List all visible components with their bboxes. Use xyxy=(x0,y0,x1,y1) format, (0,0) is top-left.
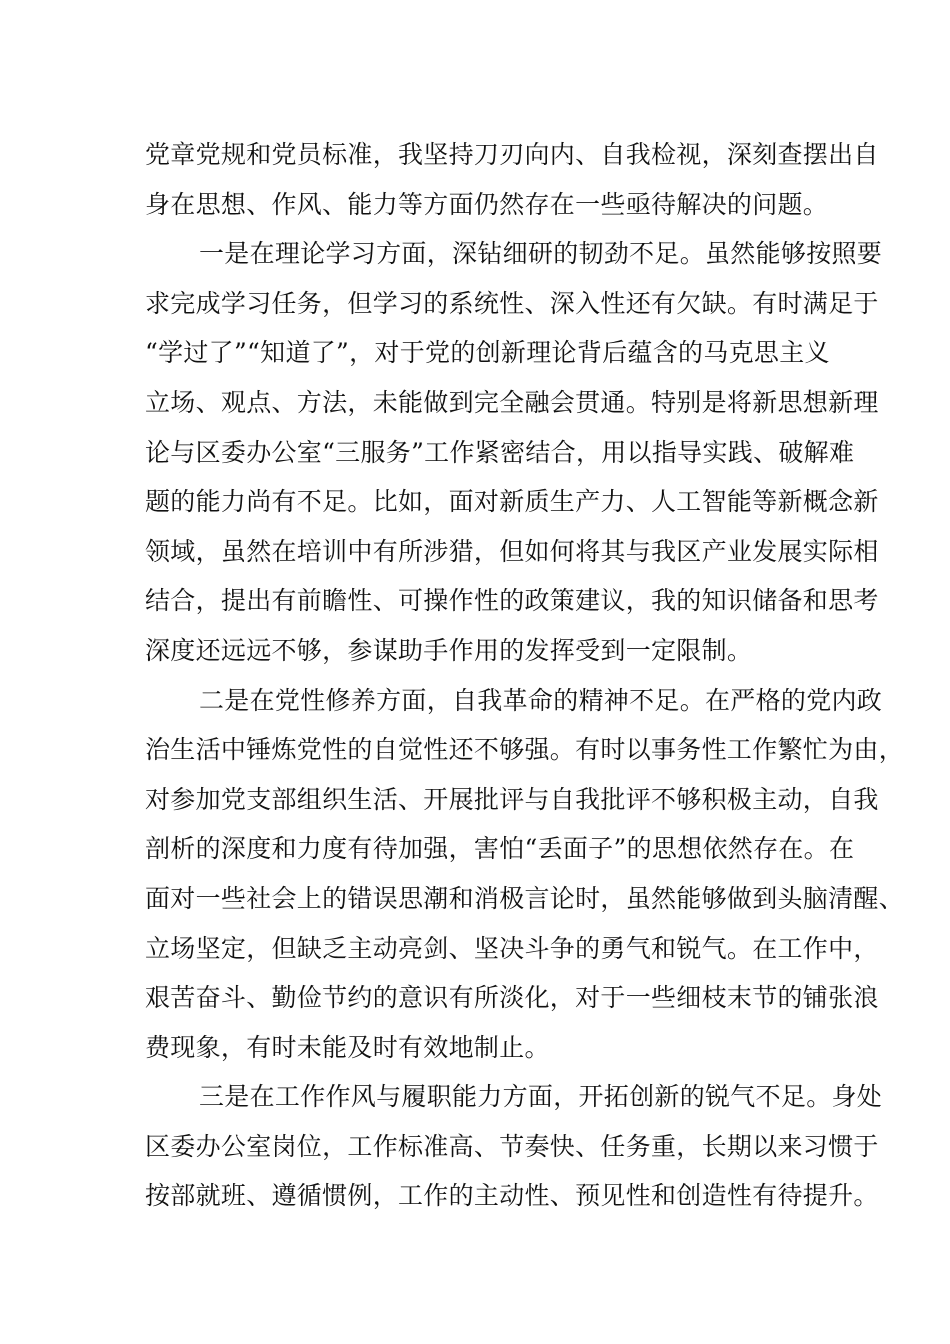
paragraph-1-first-line: 一是在理论学习方面，深钻细研的韧劲不足。虽然能够按照要 xyxy=(199,239,883,269)
text-line: 题的能力尚有不足。比如，面对新质生产力、人工智能等新概念新 xyxy=(145,487,879,517)
text-line: 身在思想、作风、能力等方面仍然存在一些亟待解决的问题。 xyxy=(145,189,829,219)
text-line: 党章党规和党员标准，我坚持刀刃向内、自我检视，深刻查摆出自 xyxy=(145,140,879,169)
text-line: 领域，虽然在培训中有所涉猎，但如何将其与我区产业发展实际相 xyxy=(145,536,879,566)
text-line: 对参加党支部组织生活、开展批评与自我批评不够积极主动，自我 xyxy=(145,784,879,814)
text-line: 求完成学习任务，但学习的系统性、深入性还有欠缺。有时满足于 xyxy=(145,288,879,318)
body-text xyxy=(145,130,905,1221)
paragraph-3-first-line: 三是在工作作风与履职能力方面，开拓创新的锐气不足。身处 xyxy=(199,1082,883,1112)
paragraph-2-first-line: 二是在党性修养方面，自我革命的精神不足。在严格的党内政 xyxy=(199,685,883,715)
text-line: 费现象，有时未能及时有效地制止。 xyxy=(145,1032,550,1062)
text-line: 深度还远远不够，参谋助手作用的发挥受到一定限制。 xyxy=(145,635,753,665)
text-line: 论与区委办公室“三服务”工作紧密结合，用以指导实践、破解难 xyxy=(145,437,855,467)
text-line: 立场、观点、方法，未能做到完全融会贯通。特别是将新思想新理 xyxy=(145,387,879,417)
text-line: 艰苦奋斗、勤俭节约的意识有所淡化，对于一些细枝末节的铺张浪 xyxy=(145,983,879,1013)
text-line: “学过了”“知道了”，对于党的创新理论背后蕴含的马克思主义 xyxy=(145,338,830,368)
text-line: 按部就班、遵循惯例，工作的主动性、预见性和创造性有待提升。 xyxy=(145,1181,879,1211)
text-line: 区委办公室岗位，工作标准高、节奏快、任务重，长期以来习惯于 xyxy=(145,1131,879,1161)
text-line: 剖析的深度和力度有待加强，害怕“丢面子”的思想依然存在。在 xyxy=(145,834,855,864)
text-line: 结合，提出有前瞻性、可操作性的政策建议，我的知识储备和思考 xyxy=(145,586,879,616)
text-line: 立场坚定，但缺乏主动亮剑、坚决斗争的勇气和锐气。在工作中， xyxy=(145,933,879,963)
text-line: 治生活中锤炼党性的自觉性还不够强。有时以事务性工作繁忙为由， xyxy=(145,735,905,765)
text-line: 面对一些社会上的错误思潮和消极言论时，虽然能够做到头脑清醒、 xyxy=(145,883,905,913)
